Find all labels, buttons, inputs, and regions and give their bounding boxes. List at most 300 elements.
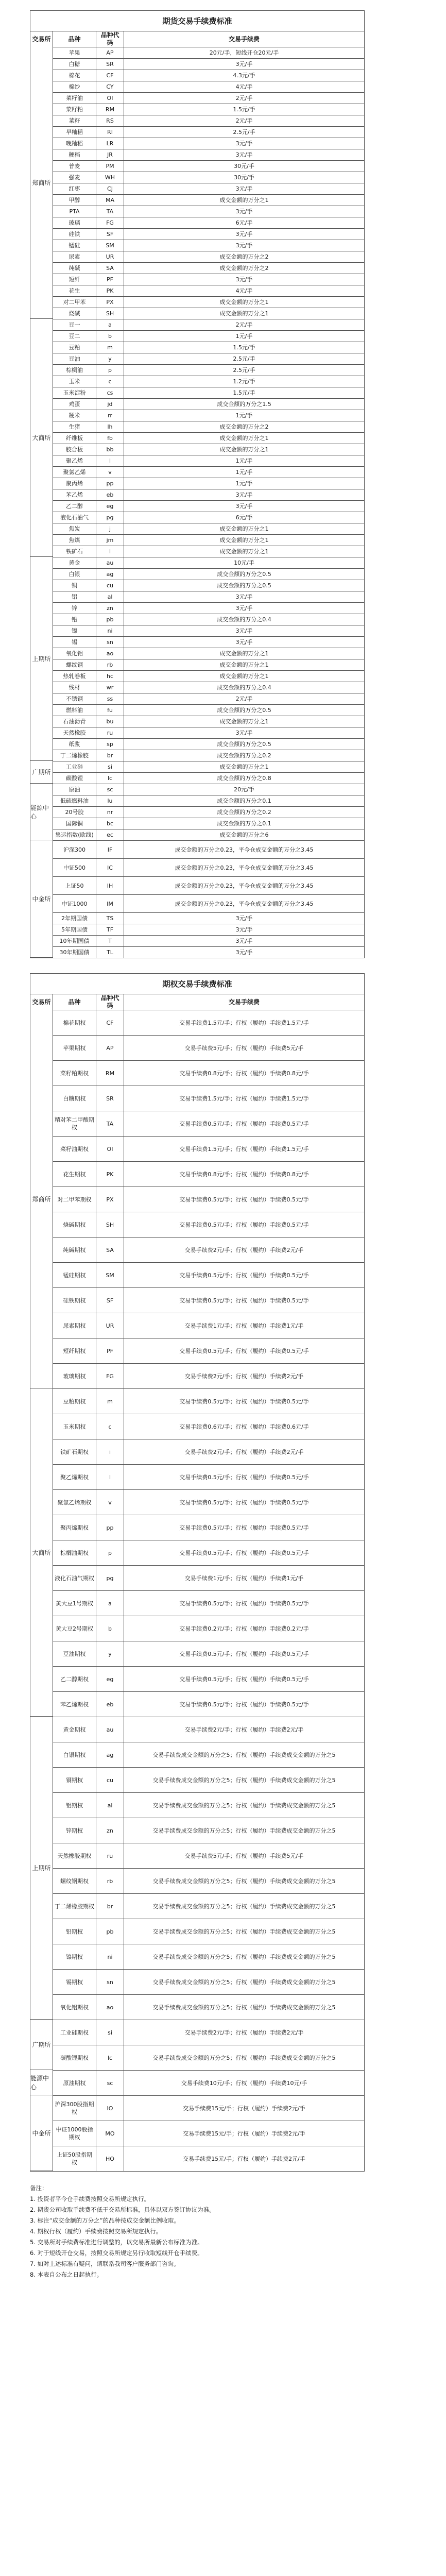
exchange-group-label: 上期所 <box>30 1717 53 2020</box>
product-name: 铝 <box>53 591 96 602</box>
product-code: IH <box>96 877 124 894</box>
fee-text: 交易手续费成交金额的万分之5；行权（履约）手续费成交金额的万分之5 <box>152 1928 336 1935</box>
product-name: 中证500 <box>53 859 96 876</box>
table-row <box>30 1566 364 1591</box>
product-code: cu <box>96 580 124 591</box>
fee-text: 成交金额的万分之0.1 <box>217 820 271 827</box>
product-name: 黄金期权 <box>53 1717 96 1742</box>
product-code: ec <box>96 829 124 840</box>
table-row <box>30 1742 364 1768</box>
fee-text: 成交金额的万分之1 <box>219 718 269 725</box>
product-code: si <box>96 761 124 772</box>
fee-text: 成交金额的万分之2 <box>219 265 269 272</box>
product-code: T <box>96 936 124 946</box>
product-name: 普麦 <box>53 161 96 172</box>
product-name: 中证1000 <box>53 895 96 912</box>
product-name: 镍期权 <box>53 1944 96 1969</box>
product-code: PF <box>96 1338 124 1363</box>
fee-text: 交易手续费15元/手；行权（履约）手续费2元/手 <box>183 2155 305 2162</box>
product-code: eb <box>96 1692 124 1717</box>
table-row <box>30 637 364 648</box>
product-code: rb <box>96 1869 124 1893</box>
fee-text: 成交金额的万分之1.5 <box>217 401 271 408</box>
product-name: 烧碱期权 <box>53 1212 96 1237</box>
product-name: 原油期权 <box>53 2071 96 2095</box>
product-name: 焦炭 <box>53 523 96 534</box>
product-code: TA <box>96 1111 124 1136</box>
fee-text: 3元/手 <box>235 492 253 498</box>
table-row <box>30 705 364 716</box>
table-row <box>30 841 364 859</box>
table-row <box>30 648 364 659</box>
note-line: 8. 本表自公布之日起执行。 <box>30 2271 103 2278</box>
fee-text: 3元/手 <box>235 61 253 67</box>
product-code: RS <box>96 115 124 126</box>
product-code: IF <box>96 841 124 858</box>
table1-header-cell: 交易手续费 <box>228 35 260 43</box>
product-name: 烧碱 <box>53 308 96 319</box>
fee-text: 成交金额的万分之1 <box>219 446 269 453</box>
table-row <box>30 149 364 161</box>
table1-header-cell: 品种 <box>53 31 96 47</box>
product-name: 2年期国债 <box>53 913 96 924</box>
fee-text: 交易手续费5元/手；行权（履约）手续费5元/手 <box>184 1852 304 1859</box>
product-name: 生猪 <box>53 421 96 432</box>
product-name: 玉米期权 <box>53 1414 96 1439</box>
product-code: SM <box>96 240 124 251</box>
product-name: 沪深300股指期权 <box>53 2096 96 2121</box>
table-row <box>30 240 364 251</box>
product-code: sp <box>96 739 124 750</box>
table-row <box>30 924 364 936</box>
product-name: 尿素 <box>53 251 96 262</box>
note-line: 2. 期货公司收取手续费不低于交易所标准，具体以双方签订协议为准。 <box>30 2206 215 2213</box>
product-name: 棕榈油期权 <box>53 1540 96 1565</box>
product-name: 碳酸锂 <box>53 773 96 784</box>
fee-text: 成交金额的万分之0.23，平今仓成交金额的万分之3.45 <box>175 864 314 871</box>
table-row <box>30 501 364 512</box>
product-name: 铁矿石期权 <box>53 1439 96 1464</box>
fee-text: 交易手续费成交金额的万分之5；行权（履约）手续费成交金额的万分之5 <box>152 1776 336 1784</box>
table-row <box>30 308 364 319</box>
product-code: au <box>96 1717 124 1742</box>
table-row <box>30 2045 364 2071</box>
product-name: 铜 <box>53 580 96 591</box>
exchange-group-label: 郑商所 <box>30 47 53 319</box>
product-code: lc <box>96 773 124 784</box>
product-code: bu <box>96 716 124 727</box>
product-code: PF <box>96 274 124 285</box>
product-code: zn <box>96 1818 124 1843</box>
table-row <box>30 387 364 399</box>
product-name: 白银期权 <box>53 1742 96 1767</box>
product-name: 氧化铝 <box>53 648 96 659</box>
product-code: IC <box>96 859 124 876</box>
table-row <box>30 1439 364 1465</box>
table-row <box>30 947 364 958</box>
product-name: 菜籽油期权 <box>53 1137 96 1161</box>
product-code: c <box>96 1414 124 1439</box>
table-row <box>30 659 364 671</box>
product-code: PK <box>96 1162 124 1187</box>
table-row <box>30 331 364 342</box>
fee-text: 1.5元/手 <box>233 389 255 396</box>
exchange-group-label: 能源中心 <box>30 2070 53 2095</box>
fee-text: 成交金额的万分之0.5 <box>217 707 271 714</box>
table2-header-cell: 品种代码 <box>96 994 124 1010</box>
product-code: ss <box>96 693 124 704</box>
fee-text: 交易手续费0.2元/手；行权（履约）手续费0.2元/手 <box>179 1625 309 1632</box>
product-code: cs <box>96 387 124 398</box>
table-row <box>30 195 364 206</box>
table-row <box>30 274 364 285</box>
fee-text: 交易手续费0.5元/手；行权（履约）手续费0.5元/手 <box>179 1549 309 1556</box>
table-row <box>30 829 364 841</box>
table-row <box>30 353 364 365</box>
table-row <box>30 1793 364 1818</box>
product-code: i <box>96 546 124 557</box>
fee-text: 交易手续费1.5元/手；行权（履约）手续费1.5元/手 <box>179 1145 309 1153</box>
table-row <box>30 603 364 614</box>
product-code: y <box>96 353 124 364</box>
product-code: m <box>96 1389 124 1414</box>
product-name: 铅期权 <box>53 1919 96 1944</box>
product-code: AP <box>96 1036 124 1060</box>
product-name: 集运指数(欧线) <box>53 829 96 840</box>
product-code: SR <box>96 1086 124 1111</box>
product-name: 白银 <box>53 569 96 580</box>
table-row <box>30 818 364 829</box>
table-row <box>30 1591 364 1616</box>
product-code: CF <box>96 1010 124 1035</box>
product-name: 白糖期权 <box>53 1086 96 1111</box>
fee-text: 成交金额的万分之0.4 <box>217 616 271 623</box>
product-code: pb <box>96 1919 124 1944</box>
product-code: OI <box>96 93 124 104</box>
product-code: ag <box>96 569 124 580</box>
fee-text: 交易手续费成交金额的万分之5；行权（履约）手续费成交金额的万分之5 <box>152 1978 336 1986</box>
table-row <box>30 614 364 625</box>
product-name: 螺纹钢期权 <box>53 1869 96 1893</box>
table-row <box>30 263 364 274</box>
fee-text: 交易手续费成交金额的万分之5；行权（履约）手续费成交金额的万分之5 <box>152 2054 336 2061</box>
product-name: 精对苯二甲酸期权 <box>53 1111 96 1136</box>
product-name: 玉米 <box>53 376 96 387</box>
product-name: 豆油 <box>53 353 96 364</box>
table-row <box>30 297 364 308</box>
table-row <box>30 1818 364 1843</box>
product-name: 锌 <box>53 603 96 614</box>
note-line: 4. 期权行权（履约）手续费按照交易所规定执行。 <box>30 2228 162 2235</box>
product-code: SF <box>96 1288 124 1313</box>
product-name: 强麦 <box>53 172 96 183</box>
product-name: 中证1000股指期权 <box>53 2121 96 2146</box>
table-row <box>30 1162 364 1187</box>
product-name: 硅铁 <box>53 229 96 240</box>
table-row <box>30 2020 364 2045</box>
fee-text: 交易手续费0.5元/手；行权（履约）手续费0.5元/手 <box>179 1347 309 1354</box>
table-row <box>30 285 364 297</box>
table-row <box>30 433 364 444</box>
table-row <box>30 1515 364 1540</box>
fee-text: 交易手续费5元/手；行权（履约）手续费5元/手 <box>184 1044 304 1052</box>
table-row <box>30 93 364 104</box>
product-code: l <box>96 1465 124 1489</box>
fee-text: 交易手续费0.5元/手；行权（履约）手续费0.5元/手 <box>179 1675 309 1683</box>
product-code: TA <box>96 206 124 217</box>
exchange-group-label: 上期所 <box>30 557 53 761</box>
table2-header-cell: 品种 <box>53 994 96 1010</box>
product-code: pp <box>96 1515 124 1540</box>
product-code: CJ <box>96 183 124 194</box>
table-row <box>30 877 364 895</box>
fee-text: 交易手续费10元/手；行权（履约）手续费10元/手 <box>181 2079 307 2087</box>
fee-text: 交易手续费0.5元/手；行权（履约）手续费0.5元/手 <box>179 1499 309 1506</box>
fee-text: 4.3元/手 <box>233 72 255 79</box>
table-row <box>30 376 364 387</box>
table-row <box>30 1111 364 1137</box>
product-code: CY <box>96 81 124 92</box>
product-name: 黄金 <box>53 557 96 568</box>
product-code: a <box>96 1591 124 1616</box>
product-code: TS <box>96 913 124 924</box>
note-line: 7. 如对上述标准有疑问，请联系我司客户服务部门咨询。 <box>30 2260 180 2267</box>
product-name: 螺纹钢 <box>53 659 96 670</box>
product-name: 锡期权 <box>53 1970 96 1994</box>
product-name: 纤维板 <box>53 433 96 444</box>
fee-text: 3元/手 <box>235 628 253 634</box>
product-name: 乙二醇 <box>53 501 96 512</box>
fee-text: 交易手续费成交金额的万分之5；行权（履约）手续费成交金额的万分之5 <box>152 2004 336 2011</box>
product-code: eb <box>96 489 124 500</box>
product-code: nr <box>96 807 124 818</box>
product-name: 低硫燃料油 <box>53 795 96 806</box>
table-row <box>30 625 364 637</box>
product-code: hc <box>96 671 124 682</box>
product-name: 铁矿石 <box>53 546 96 557</box>
product-code: HO <box>96 2146 124 2171</box>
table-row <box>30 342 364 353</box>
product-name: 菜籽粕 <box>53 104 96 115</box>
product-code: l <box>96 455 124 466</box>
table2-caption: 期权交易手续费标准 <box>30 973 365 994</box>
product-code: al <box>96 1793 124 1818</box>
table-row <box>30 1263 364 1288</box>
fee-text: 2元/手 <box>235 696 253 702</box>
fee-text: 1.5元/手 <box>233 106 255 113</box>
product-code: FG <box>96 1364 124 1388</box>
product-code: RM <box>96 104 124 115</box>
product-name: 棉纱 <box>53 81 96 92</box>
product-name: 花生期权 <box>53 1162 96 1187</box>
product-code: jd <box>96 399 124 410</box>
exchange-group-label: 郑商所 <box>30 1010 53 1388</box>
fee-text: 交易手续费1.5元/手；行权（履约）手续费1.5元/手 <box>179 1095 309 1102</box>
table-row <box>30 1919 364 1944</box>
fee-text: 成交金额的万分之0.4 <box>217 684 271 691</box>
product-name: 丁二烯橡胶 <box>53 750 96 761</box>
product-code: ru <box>96 727 124 738</box>
table-row <box>30 1540 364 1566</box>
product-code: ru <box>96 1843 124 1868</box>
table1-caption: 期货交易手续费标准 <box>30 10 365 31</box>
table-row <box>30 59 364 70</box>
table-row <box>30 319 364 331</box>
table1-header-cell: 交易所 <box>30 31 53 47</box>
product-code: sn <box>96 1970 124 1994</box>
product-name: 短纤 <box>53 274 96 285</box>
table-row <box>30 183 364 195</box>
product-name: 镍 <box>53 625 96 636</box>
fee-text: 交易手续费成交金额的万分之5；行权（履约）手续费成交金额的万分之5 <box>152 1953 336 1960</box>
product-name: 红枣 <box>53 183 96 194</box>
fee-text: 交易手续费2元/手；行权（履约）手续费2元/手 <box>184 1448 304 1455</box>
fee-text: 30元/手 <box>234 174 254 181</box>
table-row <box>30 172 364 183</box>
product-name: 豆油期权 <box>53 1641 96 1666</box>
note-line: 3. 标注“成交金额的万分之”的品种按成交金额比例收取。 <box>30 2217 180 2224</box>
table-row <box>30 784 364 795</box>
fee-text: 3元/手 <box>235 605 253 612</box>
fee-text: 1.2元/手 <box>233 378 255 385</box>
exchange-group-label: 广期所 <box>30 2020 53 2070</box>
table-row <box>30 913 364 924</box>
table-row <box>30 895 364 913</box>
fee-text: 交易手续费2元/手；行权（履约）手续费2元/手 <box>184 1246 304 1253</box>
product-code: TL <box>96 947 124 958</box>
product-code: SM <box>96 1263 124 1287</box>
product-code: TF <box>96 924 124 935</box>
notes-section <box>30 2183 365 2281</box>
product-code: rb <box>96 659 124 670</box>
product-code: zn <box>96 603 124 614</box>
fee-text: 交易手续费0.8元/手；行权（履约）手续费0.8元/手 <box>179 1171 309 1178</box>
product-code: au <box>96 557 124 568</box>
product-name: 液化石油气 <box>53 512 96 523</box>
table-row <box>30 1389 364 1414</box>
product-name: 粳米 <box>53 410 96 421</box>
table-row <box>30 455 364 467</box>
product-name: 菜籽粕期权 <box>53 1061 96 1086</box>
product-name: 豆二 <box>53 331 96 342</box>
table-row <box>30 1768 364 1793</box>
fee-text: 成交金额的万分之1 <box>219 537 269 544</box>
product-name: 纸浆 <box>53 739 96 750</box>
table-row <box>30 739 364 750</box>
product-code: ao <box>96 1995 124 2020</box>
product-name: 热轧卷板 <box>53 671 96 682</box>
product-name: 胶合板 <box>53 444 96 455</box>
product-code: wr <box>96 682 124 693</box>
product-name: 国际铜 <box>53 818 96 829</box>
product-name: 棕榈油 <box>53 365 96 376</box>
product-name: 棉花期权 <box>53 1010 96 1035</box>
fee-text: 成交金额的万分之0.5 <box>217 582 271 589</box>
table-row <box>30 2096 364 2121</box>
product-code: rr <box>96 410 124 421</box>
table-row <box>30 1338 364 1364</box>
product-code: OI <box>96 1137 124 1161</box>
table-row <box>30 399 364 410</box>
fee-text: 30元/手 <box>234 163 254 170</box>
product-name: 氧化铝期权 <box>53 1995 96 2020</box>
product-name: 锌期权 <box>53 1818 96 1843</box>
fee-text: 交易手续费0.5元/手；行权（履约）手续费0.5元/手 <box>179 1120 309 1127</box>
product-code: CF <box>96 70 124 81</box>
table-row <box>30 478 364 489</box>
table1 <box>30 31 365 958</box>
product-name: 黄大豆2号期权 <box>53 1616 96 1641</box>
table-row <box>30 47 364 59</box>
product-name: 天然橡胶期权 <box>53 1843 96 1868</box>
table-row <box>30 1843 364 1869</box>
fee-text: 成交金额的万分之1 <box>219 197 269 204</box>
table-row <box>30 1187 364 1212</box>
fee-text: 交易手续费0.8元/手；行权（履约）手续费0.8元/手 <box>179 1070 309 1077</box>
product-code: eg <box>96 501 124 512</box>
fee-text: 6元/手 <box>235 219 253 226</box>
note-line: 6. 对于短线开仓交易，按照交易所规定另行收取短线开仓手续费。 <box>30 2249 203 2257</box>
fee-text: 3元/手 <box>235 185 253 192</box>
fee-text: 10元/手 <box>234 560 254 566</box>
fee-text: 1元/手 <box>235 333 253 340</box>
table-row <box>30 1212 364 1238</box>
fee-text: 交易手续费1.5元/手；行权（履约）手续费1.5元/手 <box>179 1019 309 1026</box>
exchange-group-label: 能源中心 <box>30 784 53 840</box>
table-row <box>30 115 364 127</box>
table-row <box>30 1692 364 1717</box>
table-row <box>30 467 364 478</box>
table-row <box>30 671 364 682</box>
table-row <box>30 421 364 433</box>
table-row <box>30 535 364 546</box>
table-row <box>30 1869 364 1894</box>
fee-text: 成交金额的万分之0.23，平今仓成交金额的万分之3.45 <box>175 900 314 907</box>
product-code: pg <box>96 512 124 523</box>
table1-header-cell: 品种代码 <box>96 31 124 47</box>
table-row <box>30 1238 364 1263</box>
fee-text: 3元/手 <box>235 915 253 922</box>
product-code: UR <box>96 251 124 262</box>
fee-text: 成交金额的万分之0.2 <box>217 809 271 816</box>
product-name: 铝期权 <box>53 1793 96 1818</box>
product-name: 豆粕期权 <box>53 1389 96 1414</box>
product-code: IM <box>96 895 124 912</box>
product-name: 天然橡胶 <box>53 727 96 738</box>
product-name: 锰硅期权 <box>53 1263 96 1287</box>
table-row <box>30 229 364 240</box>
fee-text: 成交金额的万分之1 <box>219 764 269 770</box>
exchange-group-label: 中金所 <box>30 2095 53 2171</box>
product-code: RI <box>96 127 124 138</box>
fee-text: 3元/手 <box>235 639 253 646</box>
fee-text: 2元/手 <box>235 95 253 101</box>
product-name: 原油 <box>53 784 96 795</box>
product-name: 短纤期权 <box>53 1338 96 1363</box>
fee-text: 交易手续费成交金额的万分之5；行权（履约）手续费成交金额的万分之5 <box>152 1827 336 1834</box>
table-row <box>30 1667 364 1692</box>
product-name: 20号胶 <box>53 807 96 818</box>
fee-text: 成交金额的万分之1 <box>219 673 269 680</box>
table-row <box>30 70 364 81</box>
fee-text: 1元/手 <box>235 469 253 476</box>
fee-text: 交易手续费2元/手；行权（履约）手续费2元/手 <box>184 2029 304 2036</box>
product-code: p <box>96 1540 124 1565</box>
fee-text: 成交金额的万分之1 <box>219 435 269 442</box>
product-code: UR <box>96 1313 124 1338</box>
fee-text: 成交金额的万分之1 <box>219 662 269 668</box>
product-code: lc <box>96 2045 124 2070</box>
